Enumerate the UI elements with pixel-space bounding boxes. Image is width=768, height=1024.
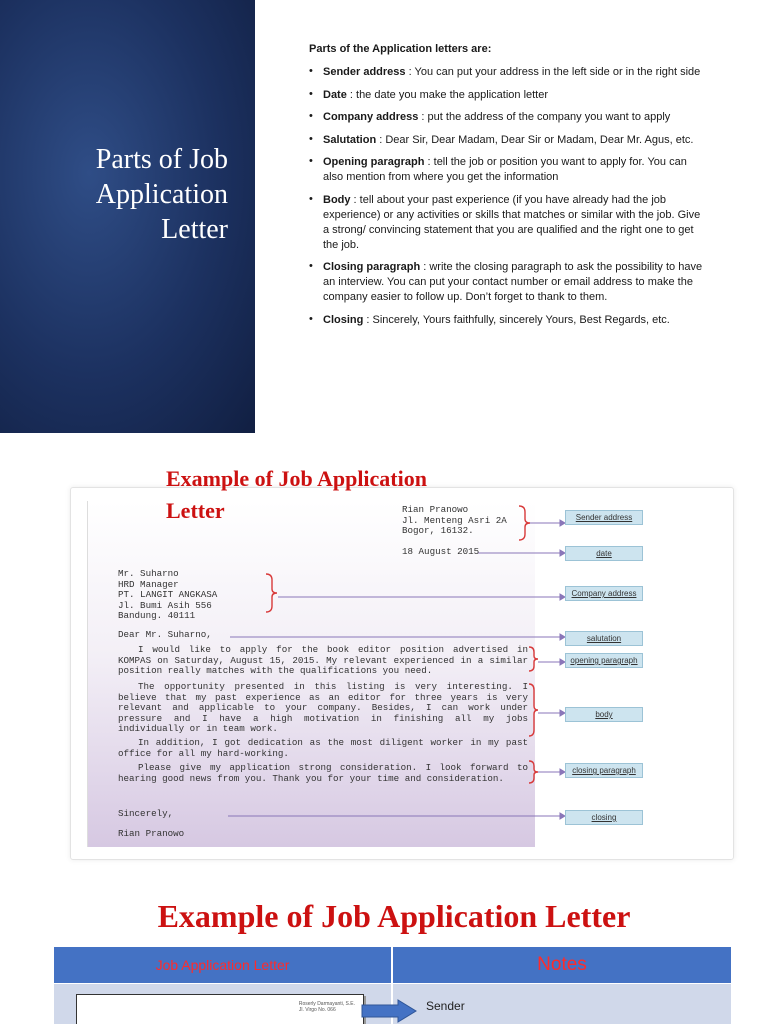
slide-letter-table bbox=[0, 866, 768, 1024]
list-item bbox=[309, 313, 709, 328]
label-date: date bbox=[565, 546, 643, 561]
label-closing-paragraph: closing paragraph bbox=[565, 763, 643, 778]
recipient-line: Jl. Bumi Asih 556 bbox=[118, 599, 212, 611]
sender-address bbox=[402, 505, 507, 537]
part-term: Salutation bbox=[323, 133, 377, 146]
table-slide-title: Example of Job Application Letter bbox=[157, 898, 631, 934]
body-paragraph-1: The opportunity presented in this listing is very interesting. I believe that my past experience as an editor for three years is very relevant and applicable to your company. Besides, I can work under pressure and I have a high motivation in finishing all my jobs individually or in team work. bbox=[118, 681, 528, 734]
slide-parts-of-letter bbox=[0, 0, 768, 433]
body-paragraph-2: In addition, I got dedication as the most diligent worker in my past office for all my hard-working. bbox=[118, 737, 528, 759]
parts-heading: Parts of the Application letters are: bbox=[309, 43, 492, 55]
label-company-address: Company address bbox=[565, 586, 643, 601]
part-term: Closing paragraph bbox=[323, 261, 421, 273]
note-sender: Sender bbox=[426, 999, 465, 1013]
sender-city: Bogor, 16132. bbox=[402, 525, 474, 536]
list-item bbox=[309, 193, 709, 253]
sender-name: Rian Pranowo bbox=[402, 504, 469, 515]
bracket-closing-para bbox=[529, 761, 538, 783]
column-header-letter: Job Application Letter bbox=[54, 947, 391, 983]
thumbnail-street: Jl. Virgo No. 066 bbox=[298, 1007, 336, 1013]
part-desc: : tell about your past experience (if you have already had the job experience) or any activities or skills that matches or similar with the job. Give a strong/ convincing statement that you are qualified and the right one to get the job. bbox=[323, 193, 701, 251]
bullet-icon: • bbox=[309, 260, 313, 272]
closing-paragraph: Please give my application strong consideration. I look forward to hearing good news from you. Thank you for your time and consideration. bbox=[118, 762, 528, 784]
thumbnail-address bbox=[299, 1001, 355, 1013]
letter-thumbnail bbox=[76, 994, 364, 1024]
recipient-line: Mr. Suharno bbox=[118, 568, 179, 579]
part-desc: : write the closing paragraph to ask the possibility to have an interview. You can put your contact number or email address to make the company easier to follow up. Don’t forget to thank to them. bbox=[323, 261, 703, 303]
part-term: Date bbox=[323, 88, 347, 101]
recipient-address bbox=[118, 569, 217, 622]
list-item bbox=[309, 155, 709, 185]
bullet-icon: • bbox=[309, 87, 313, 100]
recipient-line: PT. LANGIT ANGKASA bbox=[118, 589, 218, 600]
bullet-icon: • bbox=[309, 312, 313, 325]
part-desc: : You can put your address in the left side or in the right side bbox=[405, 66, 701, 78]
label-body: body bbox=[565, 707, 643, 722]
bullet-icon: • bbox=[309, 155, 313, 167]
list-item bbox=[309, 133, 709, 148]
list-item bbox=[309, 88, 709, 103]
letter-signature: Rian Pranowo bbox=[118, 828, 185, 839]
part-term: Company address bbox=[323, 111, 419, 123]
bracket-sender bbox=[519, 506, 530, 540]
thumbnail-name: Roserly Darmayanti, S.E. bbox=[298, 1001, 355, 1007]
slide-letter-example bbox=[0, 433, 768, 865]
letter-salutation: Dear Mr. Suharno, bbox=[118, 629, 212, 640]
letter-date: 18 August 2015 bbox=[402, 546, 480, 557]
part-term: Body bbox=[323, 193, 351, 206]
bullet-icon: • bbox=[309, 132, 313, 145]
list-item bbox=[309, 65, 709, 80]
bracket-body bbox=[529, 684, 538, 736]
bracket-opening bbox=[529, 647, 538, 671]
bullet-icon: • bbox=[309, 110, 313, 122]
slide-title: Parts of Job Application Letter bbox=[95, 144, 228, 245]
sender-street: Jl. Menteng Asri 2A bbox=[402, 514, 507, 526]
bracket-company bbox=[266, 574, 277, 612]
part-term: Sender address bbox=[323, 66, 406, 78]
letter-closing: Sincerely, bbox=[118, 808, 174, 819]
part-term: Opening paragraph bbox=[323, 156, 425, 168]
column-header-notes: Notes bbox=[393, 947, 731, 983]
parts-list bbox=[309, 65, 709, 328]
part-desc: : the date you make the application letter bbox=[346, 88, 549, 101]
label-salutation: salutation bbox=[565, 631, 643, 646]
part-term: Closing bbox=[323, 313, 364, 326]
parts-list-block bbox=[309, 42, 709, 335]
part-desc: : Sincerely, Yours faithfully, sincerely Yours, Best Regards, etc. bbox=[363, 313, 670, 326]
part-desc: : tell the job or position you want to apply for. You can also mention from where you get the information bbox=[323, 156, 687, 183]
recipient-line: Bandung. 40111 bbox=[118, 610, 196, 621]
label-opening-paragraph: opening paragraph bbox=[565, 653, 643, 668]
part-desc: : put the address of the company you want to apply bbox=[418, 111, 671, 123]
arrow-right-icon bbox=[360, 999, 420, 1023]
opening-paragraph: I would like to apply for the book editor position advertised in KOMPAS on Saturday, August 15, 2015. My relevant experienced in a similar position really matches with the qualifications you need. bbox=[118, 644, 528, 676]
list-item bbox=[309, 260, 709, 305]
label-sender-address: Sender address bbox=[565, 510, 643, 525]
part-desc: : Dear Sir, Dear Madam, Dear Sir or Madam, Dear Mr. Agus, etc. bbox=[376, 133, 694, 146]
list-item bbox=[309, 110, 709, 125]
recipient-line: HRD Manager bbox=[118, 578, 179, 590]
example-title: Example of Job Application Letter bbox=[166, 466, 427, 523]
label-closing: closing bbox=[565, 810, 643, 825]
bullet-icon: • bbox=[309, 65, 313, 77]
bullet-icon: • bbox=[309, 192, 313, 205]
